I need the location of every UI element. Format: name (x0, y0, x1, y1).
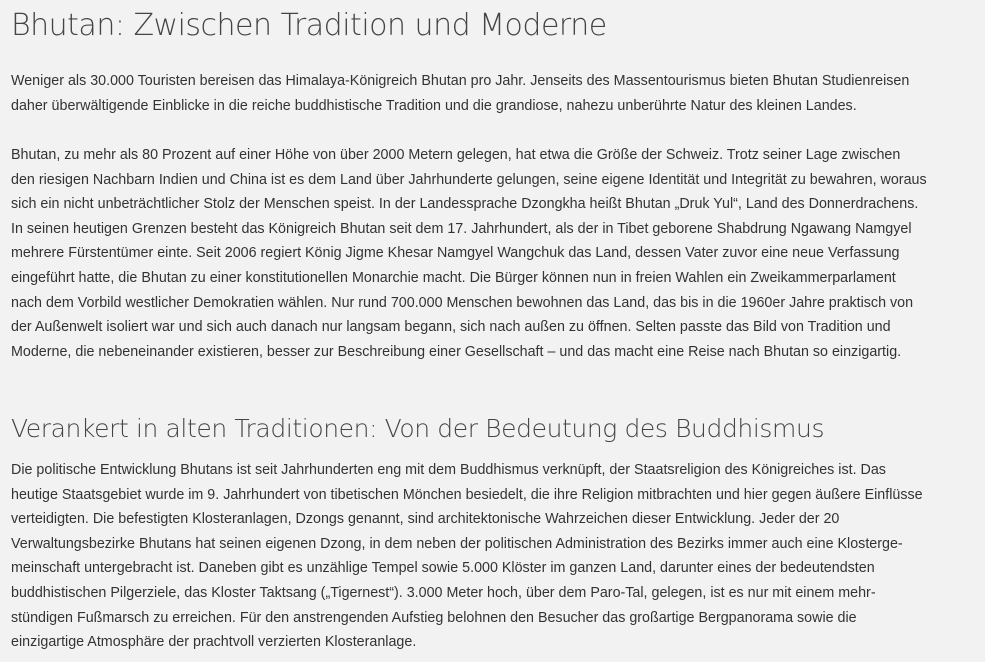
intro-line: Weniger als 30.000 Touristen bereisen das Himalaya-Königreich Bhutan pro Jahr. Jenseits des Massentourismus bieten Bhutan Studienreisen (11, 73, 910, 89)
section-line: meinschaft untergebracht ist. Daneben gibt es unzählige Tempel sowie 5.000 Klöster im ganzen Land, darunter eines der bedeutendsten (11, 560, 875, 577)
section-heading: Verankert in alten Traditionen: Von der Bedeutung des Buddhismus (11, 414, 825, 443)
section-line: Verwaltungsbezirke Bhutans hat seinen eigenen Dzong, in dem neben der politischen Administration des Bezirks immer auch eine Klosterge- (11, 535, 903, 552)
body-line: In seinen heutigen Grenzen besteht das Königreich Bhutan seit dem 17. Jahrhundert, als der in Tibet geborene Shabdrung Ngawang Namgyel (11, 220, 912, 237)
body-line: der Außenwelt isoliert war und sich auch danach nur langsam begann, sich nach außen zu öffnen. Selten passte das Bild von Tradition und (11, 319, 891, 336)
body-line: mehrere Fürstentümer einte. Seit 2006 regiert König Jigme Khesar Namgyel Wangchuk das Land, dessen Vater zuvor eine neue Verfassung (11, 245, 900, 262)
body-line: nach dem Vorbild westlicher Demokratien wählen. Nur rund 700.000 Menschen bewohnen das Land, das bis in die 1960er Jahre praktisch von (11, 294, 914, 311)
body-line: Moderne, die nebeneinander existieren, besser zur Beschreibung einer Gesellschaft – und das macht eine Reise nach Bhutan so einzigartig. (11, 343, 902, 360)
article-title: Bhutan: Zwischen Tradition und Moderne (11, 8, 607, 43)
section-line: stündigen Fußmarsch zu erreichen. Für den anstrengenden Aufstieg belohnen den Besucher das großartige Bergpanorama sowie die (11, 609, 857, 626)
intro-line: daher überwältigende Einblicke in die reiche buddhistische Tradition und die grandiose, nahezu unberührte Natur des kleinen Landes. (11, 97, 857, 114)
body-line: sich ein nicht unbeträchtlicher Stolz der Menschen speist. In der Landessprache Dzongkha heißt Bhutan „Druk Yul“, Land des Donnerdrachens. (11, 196, 919, 213)
body-line: eingeführt hatte, die Bhutan zu einer konstitutionellen Monarchie macht. Die Bürger können nun in freien Wahlen ein Zweikammerparlament (11, 269, 896, 286)
section-line: heutige Staatsgebiet wurde im 9. Jahrhundert von tibetischen Mönchen besiedelt, die ihre Religion mitbrachten und hier gegen äußere Einflüsse (11, 486, 923, 503)
body-line: den riesigen Nachbarn Indien und China ist es dem Land über Jahrhunderte gelungen, seine eigene Identität und Integrität zu bewahren, woraus (11, 171, 927, 188)
body-paragraph (11, 143, 927, 364)
section-line: verteidigten. Die befestigten Klosteranlagen, Dzongs genannt, sind architektonische Wahrzeichen dieser Entwicklung. Jeder der 20 (11, 511, 840, 528)
body-line: Bhutan, zu mehr als 80 Prozent auf einer Höhe von über 2000 Metern gelegen, hat etwa die Größe der Schweiz. Trotz seiner Lage zwischen (11, 147, 901, 163)
section-paragraph (11, 458, 923, 655)
section-line: Die politische Entwicklung Bhutans ist seit Jahrhunderten eng mit dem Buddhismus verknüpft, der Staatsreligion des Königreiches ist. Das (11, 462, 886, 478)
section-line: einzigartige Atmosphäre der prachtvoll verzierten Klosteranlage. (11, 634, 417, 651)
section-line: buddhistischen Pilgerziele, das Kloster Taktsang („Tigernest“). 3.000 Meter hoch, über dem Paro-Tal, gelegen, ist es nur mit einem mehr- (11, 584, 876, 601)
intro-paragraph (11, 69, 909, 118)
